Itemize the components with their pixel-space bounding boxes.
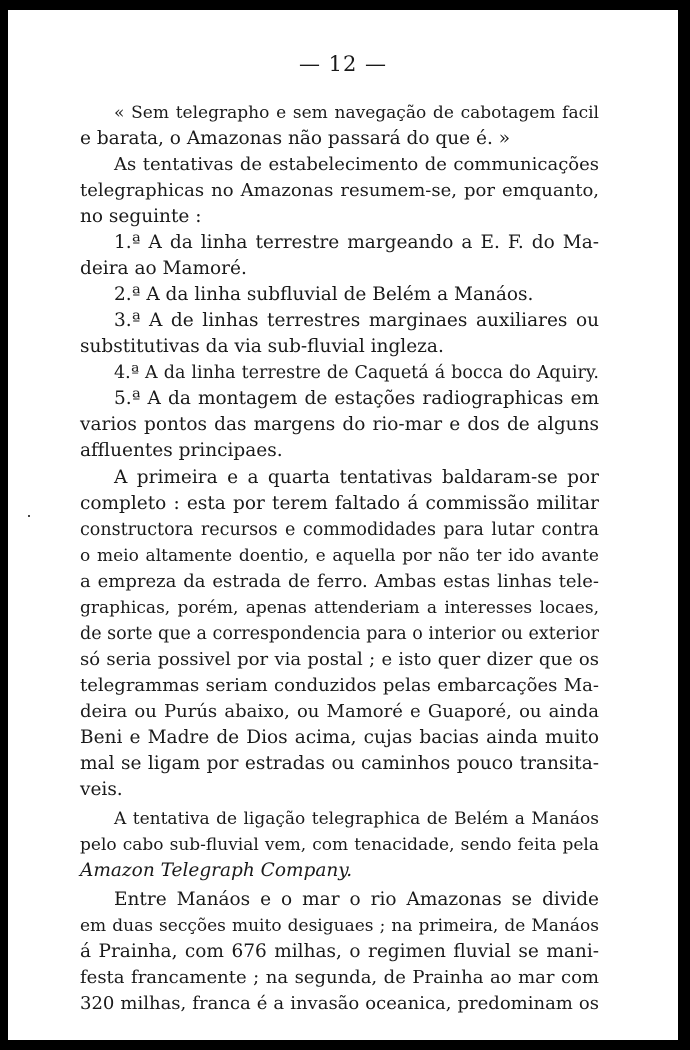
text-line-17: constructora recursos e commodidades para lutar contra bbox=[80, 520, 599, 540]
text-line-2: e barata, o Amazonas não passará do que é. » bbox=[80, 128, 511, 149]
text-line-16: completo : esta por terem faltado á commissão militar bbox=[80, 493, 599, 514]
text-line-6: 1.ª A da linha terrestre margeando a E. F. do Ma- bbox=[114, 232, 599, 253]
text-line-22: só seria possivel por via postal ; e isto quer dizer que os bbox=[80, 649, 599, 670]
text-line-25: Beni e Madre de Dios acima, cujas bacias ainda muito bbox=[80, 727, 599, 748]
text-line-30: Amazon Telegraph Company. bbox=[80, 860, 353, 881]
text-line-20: graphicas, porém, apenas attenderiam a interesses locaes, bbox=[80, 598, 599, 618]
text-line-32: em duas secções muito desiguaes ; na primeira, de Manáos bbox=[80, 916, 599, 936]
print-speck bbox=[28, 515, 30, 517]
text-line-28: A tentativa de ligação telegraphica de Belém a Manáos bbox=[114, 809, 599, 829]
text-line-29: pelo cabo sub-fluvial vem, com tenacidade, sendo feita pela bbox=[80, 835, 599, 855]
text-line-5: no seguinte : bbox=[80, 206, 202, 227]
text-line-8: 2.ª A da linha subfluvial de Belém a Manáos. bbox=[114, 284, 534, 305]
text-line-11: 4.ª A da linha terrestre de Caquetá á bocca do Aquiry. bbox=[114, 363, 599, 383]
text-line-7: deira ao Mamoré. bbox=[80, 258, 247, 279]
text-line-21: de sorte que a correspondencia para o interior ou exterior bbox=[80, 624, 599, 644]
text-line-3: As tentativas de estabelecimento de communicações bbox=[114, 154, 599, 175]
text-line-13: varios pontos das margens do rio-mar e dos de alguns bbox=[80, 414, 599, 435]
text-line-23: telegrammas seriam conduzidos pelas embarcações Ma- bbox=[80, 675, 599, 696]
text-line-15: A primeira e a quarta tentativas baldaram-se por bbox=[114, 467, 599, 488]
text-line-33: á Prainha, com 676 milhas, o regimen fluvial se mani- bbox=[80, 941, 599, 962]
text-line-18: o meio altamente doentio, e aquella por não ter ido avante bbox=[80, 546, 599, 566]
text-line-24: deira ou Purús abaixo, ou Mamoré e Guaporé, ou ainda bbox=[80, 701, 599, 722]
text-line-4: telegraphicas no Amazonas resumem-se, por emquanto, bbox=[80, 180, 599, 201]
page-number: — 12 — bbox=[298, 52, 388, 76]
text-line-14: affluentes principaes. bbox=[80, 440, 283, 461]
text-line-31: Entre Manáos e o mar o rio Amazonas se divide bbox=[114, 889, 599, 910]
text-line-10: substitutivas da via sub-fluvial ingleza. bbox=[80, 336, 444, 357]
text-line-35: 320 milhas, franca é a invasão oceanica, predominam os bbox=[80, 993, 599, 1014]
text-line-1: « Sem telegrapho e sem navegação de cabotagem facil bbox=[114, 103, 599, 123]
book-page bbox=[8, 10, 678, 1040]
text-line-9: 3.ª A de linhas terrestres marginaes auxiliares ou bbox=[114, 310, 599, 331]
text-line-12: 5.ª A da montagem de estações radiographicas em bbox=[114, 388, 599, 409]
text-line-19: a empreza da estrada de ferro. Ambas estas linhas tele- bbox=[80, 571, 599, 592]
text-line-26: mal se ligam por estradas ou caminhos pouco transita- bbox=[80, 753, 599, 774]
text-line-34: festa francamente ; na segunda, de Prainha ao mar com bbox=[80, 967, 599, 988]
text-line-27: veis. bbox=[80, 779, 123, 800]
